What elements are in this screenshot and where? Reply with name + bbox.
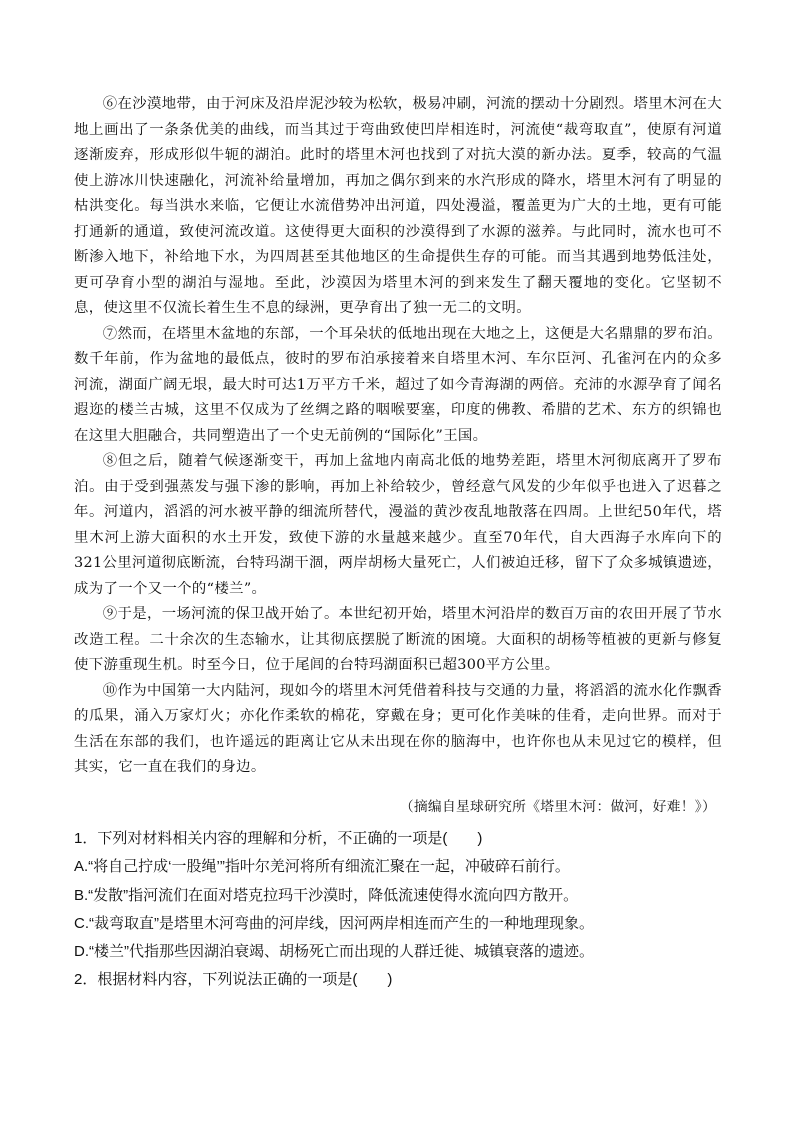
paragraph-6: ⑥在沙漠地带，由于河床及沿岸泥沙较为松软，极易冲刷，河流的摆动十分剧烈。塔里木河在大地上画出了一条条优美的曲线，而当其过于弯曲致使凹岸相连时，河流使“裁弯取直”，使原有河道逐渐废弃，形成形似牛轭的湖泊。此时的塔里木河也找到了对抗大漠的新办法。夏季，较高的气温使上游冰川快速融化，河流补给量增加，再加之偶尔到来的水汽形成的降水，塔里木河有了明显的枯洪变化。每当洪水来临，它便让水流借势冲出河道，四处漫溢，覆盖更为广大的土地，更有可能打通新的通道，致使河流改道。这使得更大面积的沙漠得到了水源的滋养。与此同时，流水也可不断渗入地下，补给地下水，为四周甚至其他地区的生命提供生存的可能。而当其遇到地势低洼处，更可孕育小型的湖泊与湿地。至此，沙漠因为塔里木河的到来发生了翻天覆地的变化。它坚韧不息，使这里不仅流长着生生不息的绿洲，更孕育出了独一无二的文明。 <box>74 96 722 316</box>
reading-passage <box>74 92 722 781</box>
paragraph-8: ⑧但之后，随着气候逐渐变干，再加上盆地内南高北低的地势差距，塔里木河彻底离开了罗布泊。由于受到强蒸发与强下渗的影响，再加上补给较少，曾经意气风发的少年似乎也进入了迟暮之年。河道内，滔滔的河水被平静的细流所替代，漫溢的黄沙夜乱地散落在四周。上世纪50年代，塔里木河上游大面积的水土开发，致使下游的水量越来越少。直至70年代，自大西海子水库向下的321公里河道彻底断流，台特玛湖干涸，两岸胡杨大量死亡，人们被迫迁移，留下了众多城镇遗迹，成为了一个又一个的“楼兰”。 <box>74 453 722 597</box>
questions-section <box>74 825 724 995</box>
question-1-option-c: C.“裁弯取直”是塔里木河弯曲的河岸线，因河两岸相连而产生的一种地理现象。 <box>74 914 594 932</box>
question-1-option-b: B.“发散”指河流们在面对塔克拉玛干沙漠时，降低流速使得水流向四方散开。 <box>74 886 579 904</box>
source-citation: （摘编自星球研究所《塔里木河：做河，好难！》） <box>399 799 716 815</box>
question-1-option-d: D.“楼兰”代指那些因湖泊衰竭、胡杨死亡而出现的人群迁徙、城镇衰落的遗迹。 <box>74 943 594 961</box>
paragraph-9: ⑨于是，一场河流的保卫战开始了。本世纪初开始，塔里木河沿岸的数百万亩的农田开展了节水改造工程。二十余次的生态输水，让其彻底摆脱了断流的困境。大面积的胡杨等植被的更新与修复使下游重现生机。时至今日，位于尾闾的台特玛湖面积已超300平方公里。 <box>74 606 722 673</box>
paragraph-10: ⑩作为中国第一大内陆河，现如今的塔里木河凭借着科技与交通的力量，将滔滔的流水化作飘香的瓜果，涌入万家灯火；亦化作柔软的棉花，穿戴在身；更可化作美味的佳肴，走向世界。而对于生活在东部的我们，也许遥远的距离让它从未出现在你的脑海中，也许你也从未见过它的模样，但其实，它一直在我们的身边。 <box>74 682 722 775</box>
paragraph-7: ⑦然而，在塔里木盆地的东部，一个耳朵状的低地出现在大地之上，这便是大名鼎鼎的罗布泊。数千年前，作为盆地的最低点，彼时的罗布泊承接着来自塔里木河、车尔臣河、孔雀河在内的众多河流，湖面广阔无垠，最大时可达1万平方千米，超过了如今青海湖的两倍。充沛的水源孕育了闻名遐迩的楼兰古城，这里不仅成为了丝绸之路的咽喉要塞，印度的佛教、希腊的艺术、东方的织锦也在这里大胆融合，共同塑造出了一个史无前例的“国际化”王国。 <box>74 325 722 444</box>
question-1-option-a: A.“将自己拧成‘一股绳’”指叶尔羌河将所有细流汇聚在一起，冲破碎石前行。 <box>74 858 570 876</box>
question-2-stem: 2．根据材料内容，下列说法正确的一项是( ) <box>74 971 393 989</box>
question-1-stem: 1．下列对材料相关内容的理解和分析，不正确的一项是( ) <box>74 830 483 847</box>
